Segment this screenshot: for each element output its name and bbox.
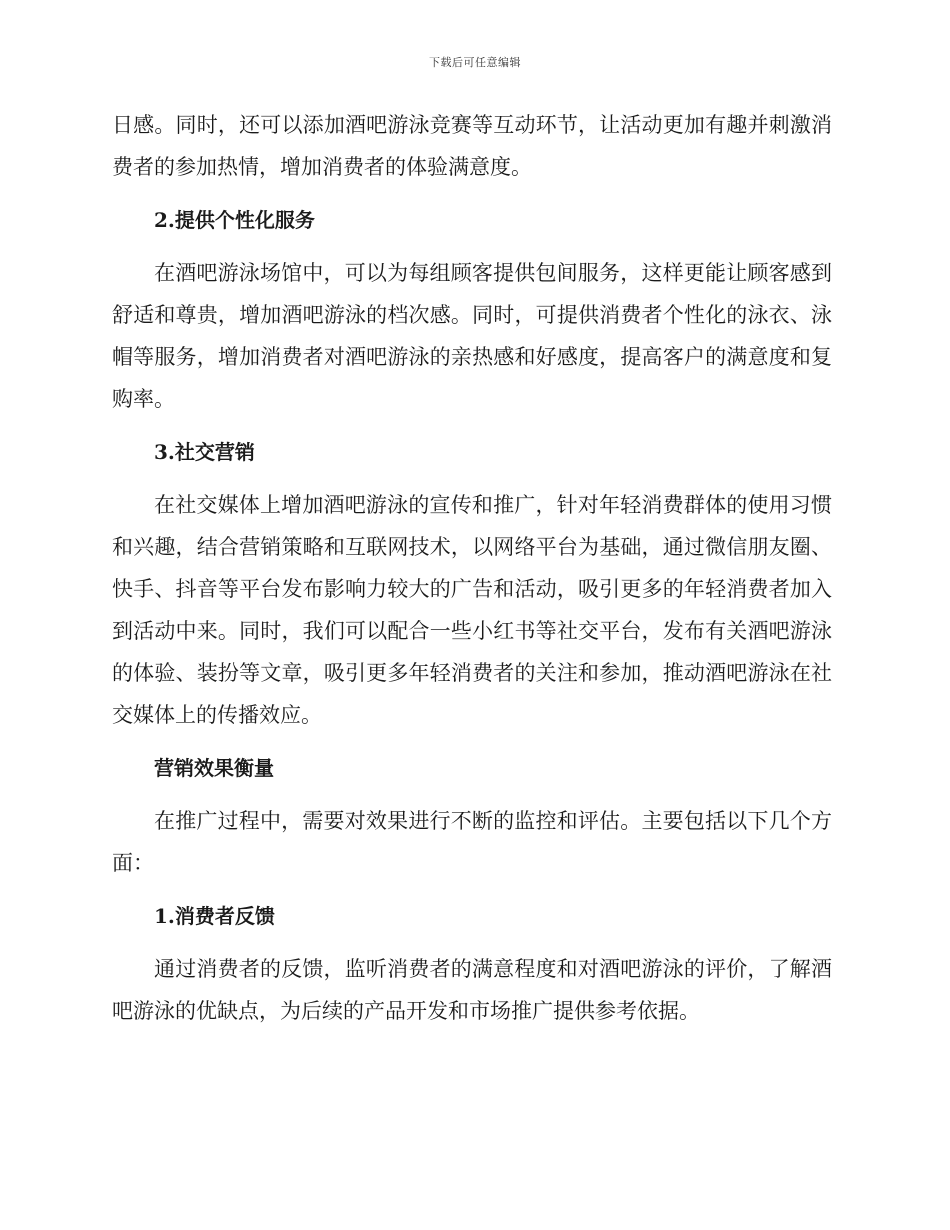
paragraph-marketing-effect: 在推广过程中，需要对效果进行不断的监控和评估。主要包括以下几个方面： bbox=[112, 809, 832, 875]
section-heading-marketing-effect: 营销效果衡量 bbox=[154, 756, 274, 780]
page-header: 下载后可任意编辑 bbox=[429, 56, 521, 69]
section-heading-consumer-feedback: 1.消费者反馈 bbox=[154, 904, 275, 928]
section-heading-personalized-service: 2.提供个性化服务 bbox=[154, 208, 315, 232]
document-body bbox=[112, 104, 832, 1043]
paragraph-social-marketing: 在社交媒体上增加酒吧游泳的宣传和推广，针对年轻消费群体的使用习惯和兴趣，结合营销策略和互联网技术，以网络平台为基础，通过微信朋友圈、快手、抖音等平台发布影响力较大的广告和活动，吸引更多的年轻消费者加入到活动中来。同时，我们可以配合一些小红书等社交平台，发布有关酒吧游泳的体验、装扮等文章，吸引更多年轻消费者的关注和参加，推动酒吧游泳在社交媒体上的传播效应。 bbox=[112, 493, 832, 727]
section-heading-social-marketing: 3.社交营销 bbox=[154, 440, 255, 464]
paragraph-personalized-service: 在酒吧游泳场馆中，可以为每组顾客提供包间服务，这样更能让顾客感到舒适和尊贵，增加酒吧游泳的档次感。同时，可提供消费者个性化的泳衣、泳帽等服务，增加消费者对酒吧游泳的亲热感和好感度，提高客户的满意度和复购率。 bbox=[112, 261, 832, 411]
paragraph-consumer-feedback: 通过消费者的反馈，监听消费者的满意程度和对酒吧游泳的评价，了解酒吧游泳的优缺点，为后续的产品开发和市场推广提供参考依据。 bbox=[112, 957, 832, 1023]
paragraph-continuation: 日感。同时，还可以添加酒吧游泳竞赛等互动环节，让活动更加有趣并刺激消费者的参加热情，增加消费者的体验满意度。 bbox=[112, 113, 832, 179]
